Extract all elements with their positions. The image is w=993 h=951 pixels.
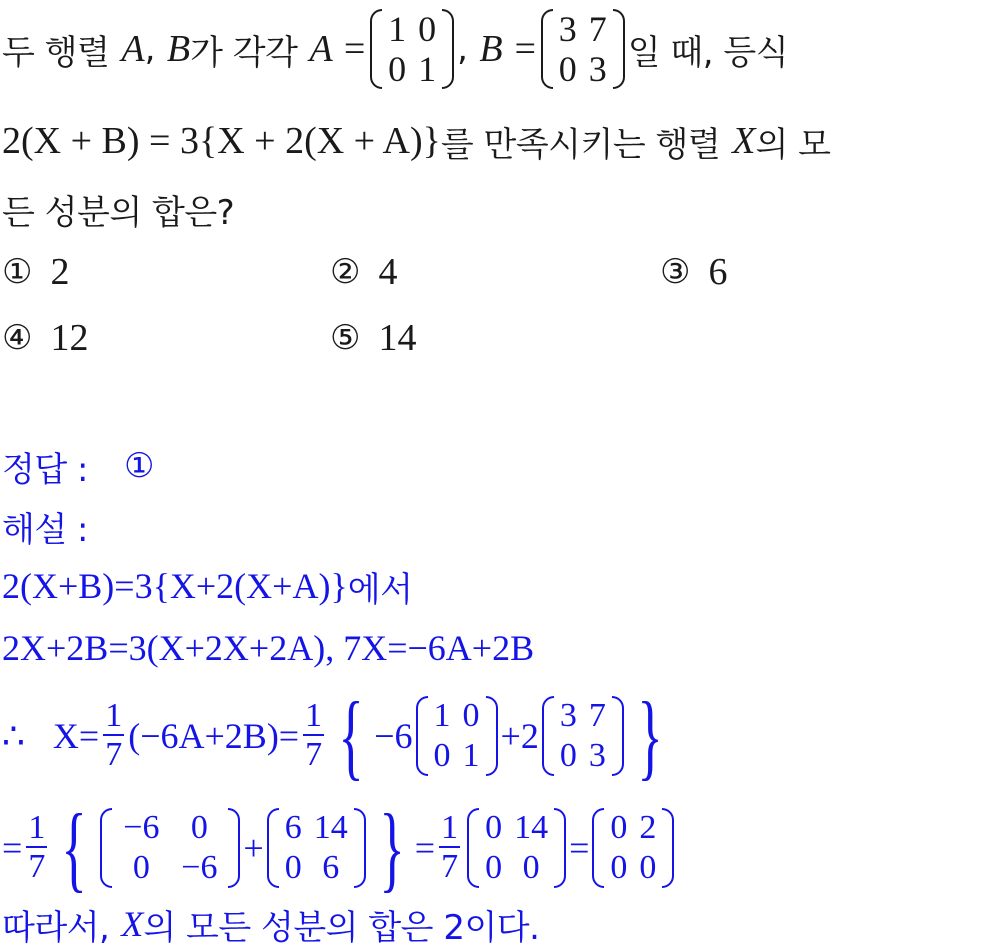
matrix-2B: [267, 808, 366, 888]
fraction-one-seventh: [439, 810, 460, 886]
matrix-cell: 3: [588, 49, 607, 89]
matrix-A-solution: [416, 696, 498, 776]
math-var-B: B: [166, 28, 191, 70]
solution-step-1: [2, 554, 412, 618]
question-text: 두 행렬: [2, 32, 110, 73]
solution-step-3: [2, 682, 673, 789]
matrix-cell: 3: [588, 737, 606, 774]
matrix-cell: 14: [514, 809, 549, 846]
left-brace: {: [61, 794, 88, 901]
matrix-B: [541, 9, 625, 89]
option-mark: ②: [330, 252, 361, 292]
answer-label: 정답 :: [2, 449, 88, 490]
equals-sign: =: [569, 828, 590, 868]
equals-sign: =: [414, 828, 436, 868]
matrix-cell: 0: [610, 809, 628, 846]
matrix-cell: 1: [462, 737, 480, 774]
solution-equation: (−6A+2B)=: [128, 716, 300, 756]
option-value: 14: [378, 317, 417, 359]
question-text: 든 성분의 합은?: [2, 192, 235, 233]
matrix-cell: 6: [322, 849, 340, 886]
matrix-cell: 6: [284, 809, 302, 846]
matrix-cell: 0: [190, 809, 208, 846]
matrix-cell: 2: [639, 809, 657, 846]
option-5[interactable]: [330, 308, 416, 368]
math-A-equals: A =: [309, 28, 368, 70]
solution-conclusion: [2, 898, 539, 950]
question-equation: 2(X + B) = 3{X + 2(X + A)}: [2, 120, 441, 162]
option-1[interactable]: [2, 242, 69, 302]
math-var-A: A: [121, 28, 145, 70]
answer-line: [2, 434, 172, 498]
solution-text: 의 모든 성분의 합은 2이다.: [143, 907, 540, 948]
left-brace: {: [338, 682, 364, 789]
solution-step-4: [2, 794, 677, 901]
option-mark: ①: [2, 252, 33, 292]
matrix-cell: 0: [485, 849, 503, 886]
solution-label: 해설 :: [2, 509, 88, 550]
option-mark: ④: [2, 318, 33, 358]
solution-text: 따라서,: [2, 907, 110, 948]
question-text: 일 때, 등식: [627, 32, 789, 73]
matrix-cell: 0: [522, 849, 540, 886]
option-mark: ⑤: [330, 318, 361, 358]
math-var-X: X: [121, 904, 144, 944]
fraction-denominator: 7: [105, 736, 123, 773]
matrix-X-result: [592, 808, 674, 888]
plus-sign: +: [243, 828, 264, 868]
matrix-neg6A: [100, 808, 240, 888]
fraction-numerator: 1: [305, 697, 323, 734]
question-text: 의 모: [755, 124, 831, 165]
comma: ,: [457, 29, 468, 69]
solution-equation: 2(X+B)=3{X+2(X+A)}: [2, 566, 348, 606]
fraction-one-seventh: [103, 698, 124, 774]
therefore-symbol: ∴: [2, 716, 25, 756]
question-text: 를 만족시키는 행렬: [440, 124, 721, 165]
fraction-numerator: 1: [105, 697, 123, 734]
option-4[interactable]: [2, 308, 88, 368]
matrix-cell: 0: [485, 809, 503, 846]
solution-X-equals: X=: [52, 716, 100, 756]
right-brace: }: [379, 794, 405, 901]
right-brace: }: [637, 682, 663, 789]
comma: ,: [144, 29, 155, 69]
matrix-cell: −6: [181, 849, 218, 886]
solution-text: 에서: [347, 569, 413, 610]
fraction-one-seventh: [303, 698, 324, 774]
matrix-cell: 3: [558, 9, 577, 49]
matrix-cell: 0: [558, 49, 577, 89]
answer-mark: ①: [123, 446, 155, 486]
solution-equation: 2X+2B=3(X+2X+2A), 7X=−6A+2B: [2, 628, 535, 668]
math-var-X: X: [732, 120, 756, 162]
question-text: 가 각각: [190, 32, 298, 73]
fraction-denominator: 7: [28, 848, 46, 885]
solution-label-line: [2, 494, 88, 558]
coefficient: +2: [500, 716, 539, 756]
option-value: 12: [50, 317, 89, 359]
question-line-1: [2, 9, 789, 89]
matrix-cell: 1: [418, 49, 437, 89]
matrix-cell: 0: [132, 849, 150, 886]
matrix-cell: 0: [610, 849, 628, 886]
fraction-denominator: 7: [305, 736, 323, 773]
coefficient: −6: [374, 716, 413, 756]
fraction-numerator: 1: [441, 809, 459, 846]
matrix-cell: 0: [388, 49, 407, 89]
solution-step-2: [2, 616, 534, 680]
matrix-cell: 1: [433, 697, 451, 734]
matrix-cell: 0: [433, 737, 451, 774]
question-line-3: [2, 174, 234, 244]
matrix-cell: 0: [418, 9, 437, 49]
matrix-sum: [467, 808, 566, 888]
matrix-cell: 14: [313, 809, 348, 846]
option-2[interactable]: [330, 242, 397, 302]
fraction-one-seventh: [26, 810, 47, 886]
question-line-2: [2, 106, 830, 176]
matrix-A: [370, 9, 454, 89]
matrix-cell: 0: [639, 849, 657, 886]
equals-sign: =: [2, 828, 23, 868]
fraction-numerator: 1: [28, 809, 46, 846]
matrix-cell: 1: [388, 9, 407, 49]
option-3[interactable]: [660, 242, 727, 302]
matrix-cell: 0: [462, 697, 480, 734]
matrix-cell: 7: [588, 9, 607, 49]
matrix-cell: 0: [559, 737, 577, 774]
option-value: 2: [50, 251, 70, 293]
option-mark: ③: [660, 252, 691, 292]
matrix-cell: 3: [559, 697, 577, 734]
matrix-cell: 7: [588, 697, 606, 734]
fraction-denominator: 7: [441, 848, 459, 885]
option-value: 4: [378, 251, 398, 293]
matrix-cell: −6: [123, 809, 160, 846]
matrix-B-solution: [542, 696, 624, 776]
option-value: 6: [708, 251, 728, 293]
math-B-equals: B =: [479, 28, 538, 70]
matrix-cell: 0: [284, 849, 302, 886]
